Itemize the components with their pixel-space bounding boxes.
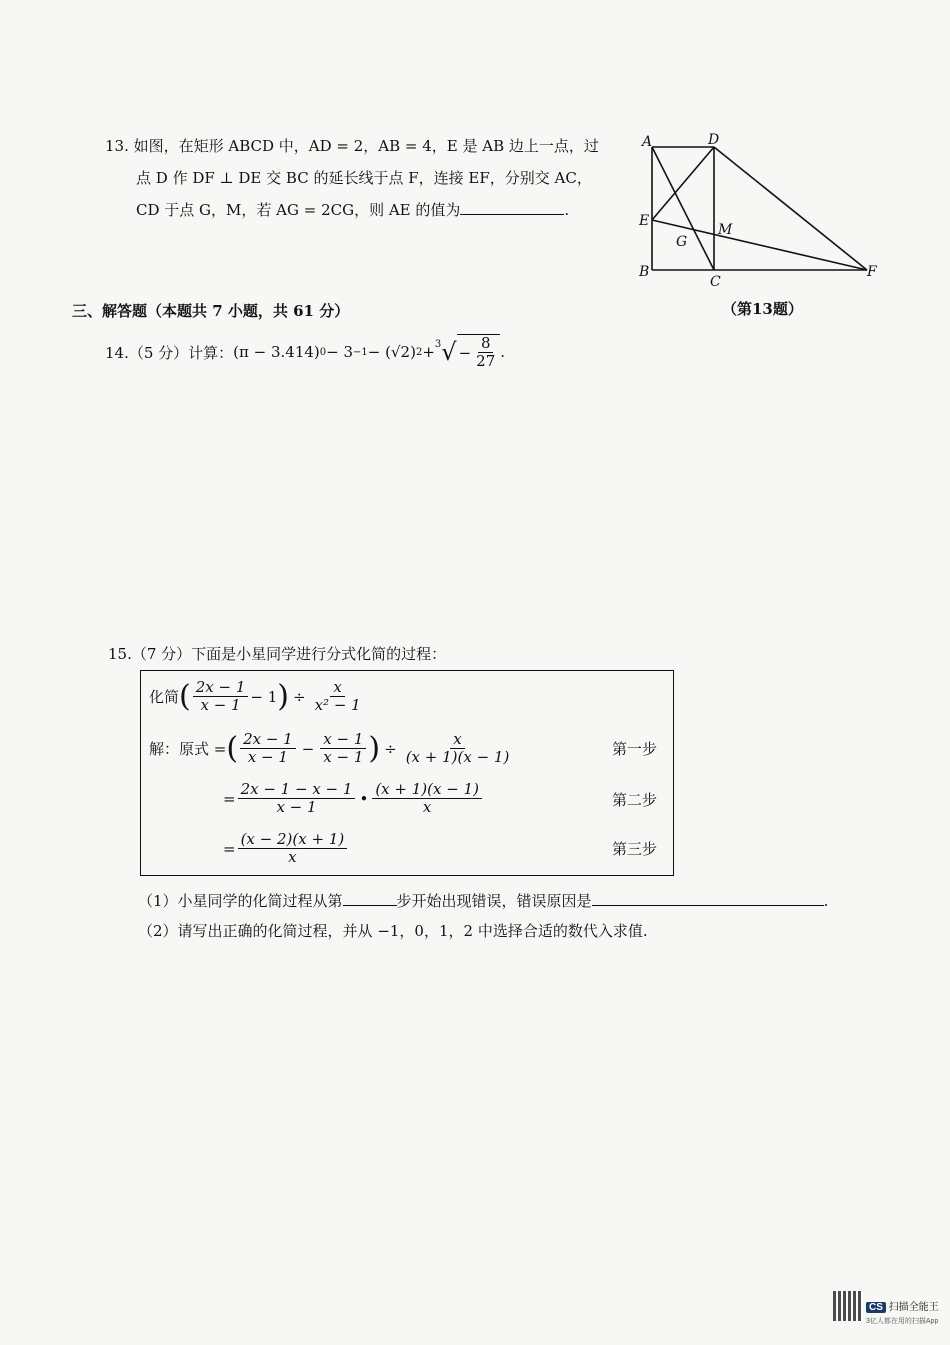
q15-s1-f3 bbox=[403, 731, 513, 766]
cs-logo-icon: CS bbox=[866, 1302, 886, 1313]
q15-s1-f2 bbox=[320, 731, 366, 766]
q15-problem-row bbox=[149, 679, 366, 714]
q15-s3-f bbox=[238, 831, 348, 866]
q15-s2-eq: = bbox=[223, 789, 236, 808]
q15-s2-num2: (x + 1)(x − 1) bbox=[372, 781, 482, 799]
q15-step3-label: 第三步 bbox=[612, 840, 658, 858]
q13-period: . bbox=[564, 201, 570, 219]
q15-paren-open: ( bbox=[179, 678, 191, 714]
q15-s2-f1 bbox=[238, 781, 356, 816]
q13-line1: 13. 如图，在矩形 ABCD 中，AD = 2，AB = 4，E 是 AB 边上一点，过 bbox=[105, 137, 599, 155]
q14-exp-a: 0 bbox=[319, 346, 327, 358]
q15-s3-eq: = bbox=[223, 839, 236, 858]
q13-figure-caption: （第13题） bbox=[722, 300, 803, 318]
q15-step1-row bbox=[149, 731, 514, 766]
q15-s2-dot: • bbox=[359, 789, 369, 808]
q15-s1-paren-close: ) bbox=[368, 730, 381, 766]
q14-neg: − bbox=[458, 343, 472, 362]
q14-prefix: 14.（5 分）计算： bbox=[105, 343, 234, 362]
q14-exp-b: −1 bbox=[353, 346, 368, 358]
q15-step2-label: 第二步 bbox=[612, 791, 658, 809]
q15-step2-row bbox=[223, 781, 484, 816]
label-C: C bbox=[710, 274, 721, 290]
q15-simplify-label: 化简 bbox=[149, 688, 180, 706]
q14-close: ) bbox=[410, 343, 416, 361]
q15-s1-den3: (x + 1)(x − 1) bbox=[405, 748, 510, 766]
q15-sub1-end: . bbox=[823, 892, 829, 910]
watermark-sub: 3亿人都在用的扫描App bbox=[866, 1318, 939, 1325]
q13-answer-blank[interactable] bbox=[460, 200, 564, 215]
q15-solution-box bbox=[140, 670, 674, 876]
watermark-brand: 扫描全能王 bbox=[888, 1302, 939, 1313]
label-M: M bbox=[718, 222, 733, 238]
q15-sub1-b: 步开始出现错误，错误原因是 bbox=[396, 892, 592, 910]
q15-s2-f2 bbox=[372, 781, 482, 816]
q15-sub1-blank-step[interactable] bbox=[343, 891, 397, 906]
q15-s1-f1 bbox=[240, 731, 296, 766]
q13-line2: 点 D 作 DF ⊥ DE 交 BC 的延长线于点 F，连接 EF，分别交 AC， bbox=[136, 169, 592, 187]
q15-s3-den: x bbox=[288, 848, 297, 866]
q15-sub1 bbox=[138, 890, 828, 911]
q15-s1-den1: x − 1 bbox=[247, 748, 288, 766]
q14-root-body bbox=[457, 334, 501, 370]
q15-step1-label: 第一步 bbox=[612, 740, 658, 758]
q13-line3-text: CD 于点 G，M，若 AG = 2CG，则 AE 的值为 bbox=[136, 201, 461, 219]
q15-f2 bbox=[312, 679, 364, 714]
q15-s2-den1: x − 1 bbox=[276, 798, 317, 816]
q14-fraction bbox=[473, 335, 498, 370]
q14-plus: + bbox=[422, 343, 435, 361]
q15-solution-label: 解：原式 = bbox=[149, 740, 227, 758]
q15-f1-num: 2x − 1 bbox=[193, 679, 249, 697]
qr-code-icon bbox=[833, 1291, 863, 1321]
q14-root-sign: √ bbox=[441, 338, 457, 366]
q14-den: 27 bbox=[476, 352, 496, 370]
q14-exp-c: 2 bbox=[415, 346, 423, 358]
label-E: E bbox=[639, 213, 650, 229]
label-A: A bbox=[642, 134, 653, 150]
section3-title: 三、解答题（本题共 7 小题，共 61 分） bbox=[72, 302, 350, 320]
q15-f2-num: x bbox=[330, 679, 344, 697]
q15-intro: 15.（7 分）下面是小星同学进行分式化简的过程： bbox=[108, 645, 447, 663]
q15-sub1-blank-reason[interactable] bbox=[592, 891, 824, 906]
q14-sqrt2: √2 bbox=[391, 343, 411, 361]
q15-s1-num3: x bbox=[450, 731, 464, 749]
q15-s1-num2: x − 1 bbox=[320, 731, 366, 749]
label-D: D bbox=[708, 132, 720, 148]
q15-s1-num1: 2x − 1 bbox=[240, 731, 296, 749]
q13-line3 bbox=[136, 199, 569, 220]
q13-figure bbox=[630, 130, 890, 290]
q14-end: . bbox=[500, 343, 506, 361]
label-B: B bbox=[639, 264, 650, 280]
q15-step3-row bbox=[223, 831, 349, 866]
q15-paren-close: ) bbox=[277, 678, 289, 714]
q15-s1-den2: x − 1 bbox=[323, 748, 364, 766]
q14-minus2: − ( bbox=[367, 343, 391, 361]
q15-s1-paren-open: ( bbox=[226, 730, 239, 766]
q15-sub1-a: （1）小星同学的化简过程从第 bbox=[138, 892, 343, 910]
q15-f2-den: x² − 1 bbox=[314, 696, 361, 714]
q14-expr-a: (π − 3.414) bbox=[233, 343, 320, 361]
q15-s1-minus: − bbox=[301, 739, 315, 758]
q15-f1-den: x − 1 bbox=[200, 696, 241, 714]
label-G: G bbox=[676, 234, 688, 250]
q15-f1 bbox=[193, 679, 249, 714]
q15-minus-one: − 1 bbox=[250, 687, 278, 706]
q15-s1-div: ÷ bbox=[384, 739, 397, 758]
q15-s3-num: (x − 2)(x + 1) bbox=[238, 831, 348, 849]
q14-root-index: 3 bbox=[434, 338, 442, 350]
q14-minus1: − 3 bbox=[326, 343, 354, 361]
q14 bbox=[105, 334, 505, 370]
scanner-watermark bbox=[866, 1298, 939, 1326]
q15-s2-num1: 2x − 1 − x − 1 bbox=[238, 781, 356, 799]
q15-div: ÷ bbox=[293, 687, 306, 706]
q15-s2-den2: x bbox=[422, 798, 432, 816]
label-F: F bbox=[867, 264, 877, 280]
q14-num: 8 bbox=[478, 335, 494, 353]
q15-sub2: （2）请写出正确的化简过程，并从 −1，0，1，2 中选择合适的数代入求值. bbox=[138, 922, 648, 940]
